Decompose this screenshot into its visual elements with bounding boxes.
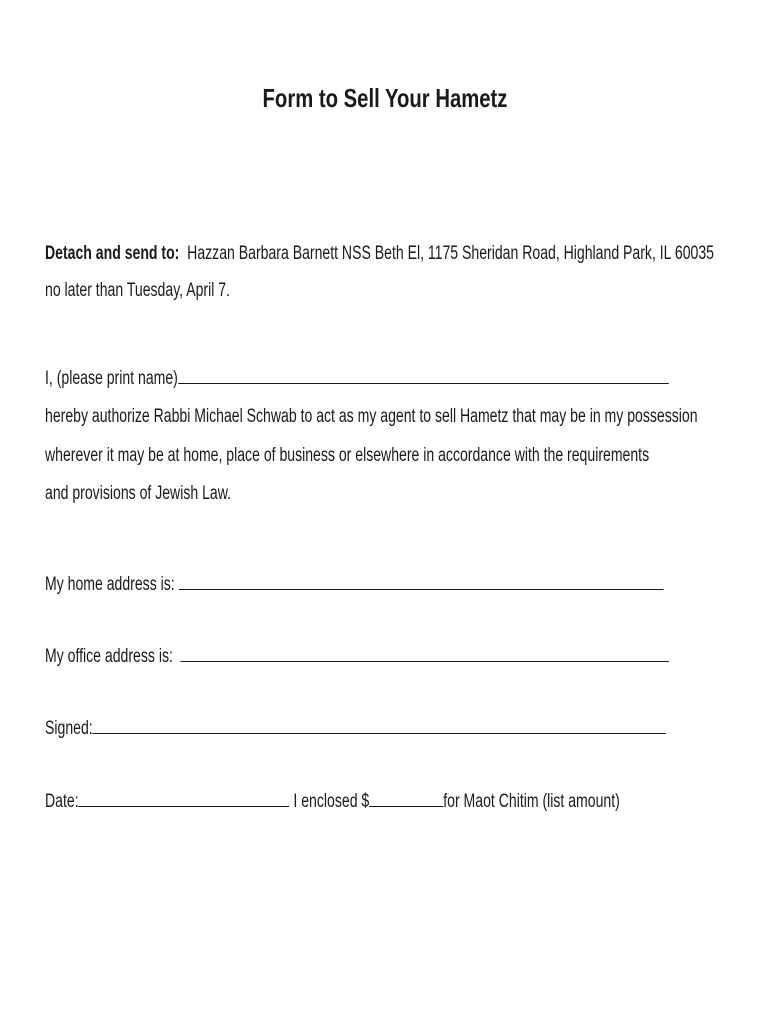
form-title-text: Form to Sell Your Hametz: [262, 83, 508, 113]
office-address-line: [45, 645, 770, 669]
date-line: [45, 790, 770, 814]
signature-input-line[interactable]: [93, 731, 667, 734]
date-input-line[interactable]: [79, 804, 290, 807]
office-address-label: My office address is:: [45, 646, 173, 667]
authorization-line-2: [45, 444, 770, 468]
name-input-line[interactable]: [178, 381, 669, 384]
send-to-line: [45, 242, 770, 266]
enclosed-label: I enclosed $: [293, 791, 370, 812]
send-to-label: Detach and send to:: [45, 243, 180, 264]
authorization-line-1: [45, 405, 770, 429]
signed-line: [45, 717, 770, 741]
authorization-text-2: wherever it may be at home, place of business or elsewhere in accordance with the requirements: [45, 445, 650, 466]
maot-chitim-label: for Maot Chitim (list amount): [443, 791, 620, 812]
deadline-line: [45, 279, 295, 303]
deadline-text: no later than Tuesday, April 7.: [45, 280, 230, 301]
signed-label: Signed:: [45, 718, 93, 739]
authorization-text-3: and provisions of Jewish Law.: [45, 483, 232, 504]
home-address-input-line[interactable]: [179, 587, 664, 590]
name-prompt: I, (please print name): [45, 368, 178, 389]
authorization-text-1: hereby authorize Rabbi Michael Schwab to act as my agent to sell Hametz that may be in my possession: [45, 406, 698, 427]
home-address-label: My home address is:: [45, 574, 175, 595]
date-label: Date:: [45, 791, 79, 812]
home-address-line: [45, 573, 770, 597]
authorization-line-3: [45, 482, 296, 506]
send-to-address: Hazzan Barbara Barnett NSS Beth El, 1175 Sheridan Road, Highland Park, IL 60035: [187, 243, 714, 264]
form-title: [0, 83, 770, 114]
amount-input-line[interactable]: [369, 804, 443, 807]
name-line: [45, 367, 770, 391]
office-address-input-line[interactable]: [181, 659, 669, 662]
